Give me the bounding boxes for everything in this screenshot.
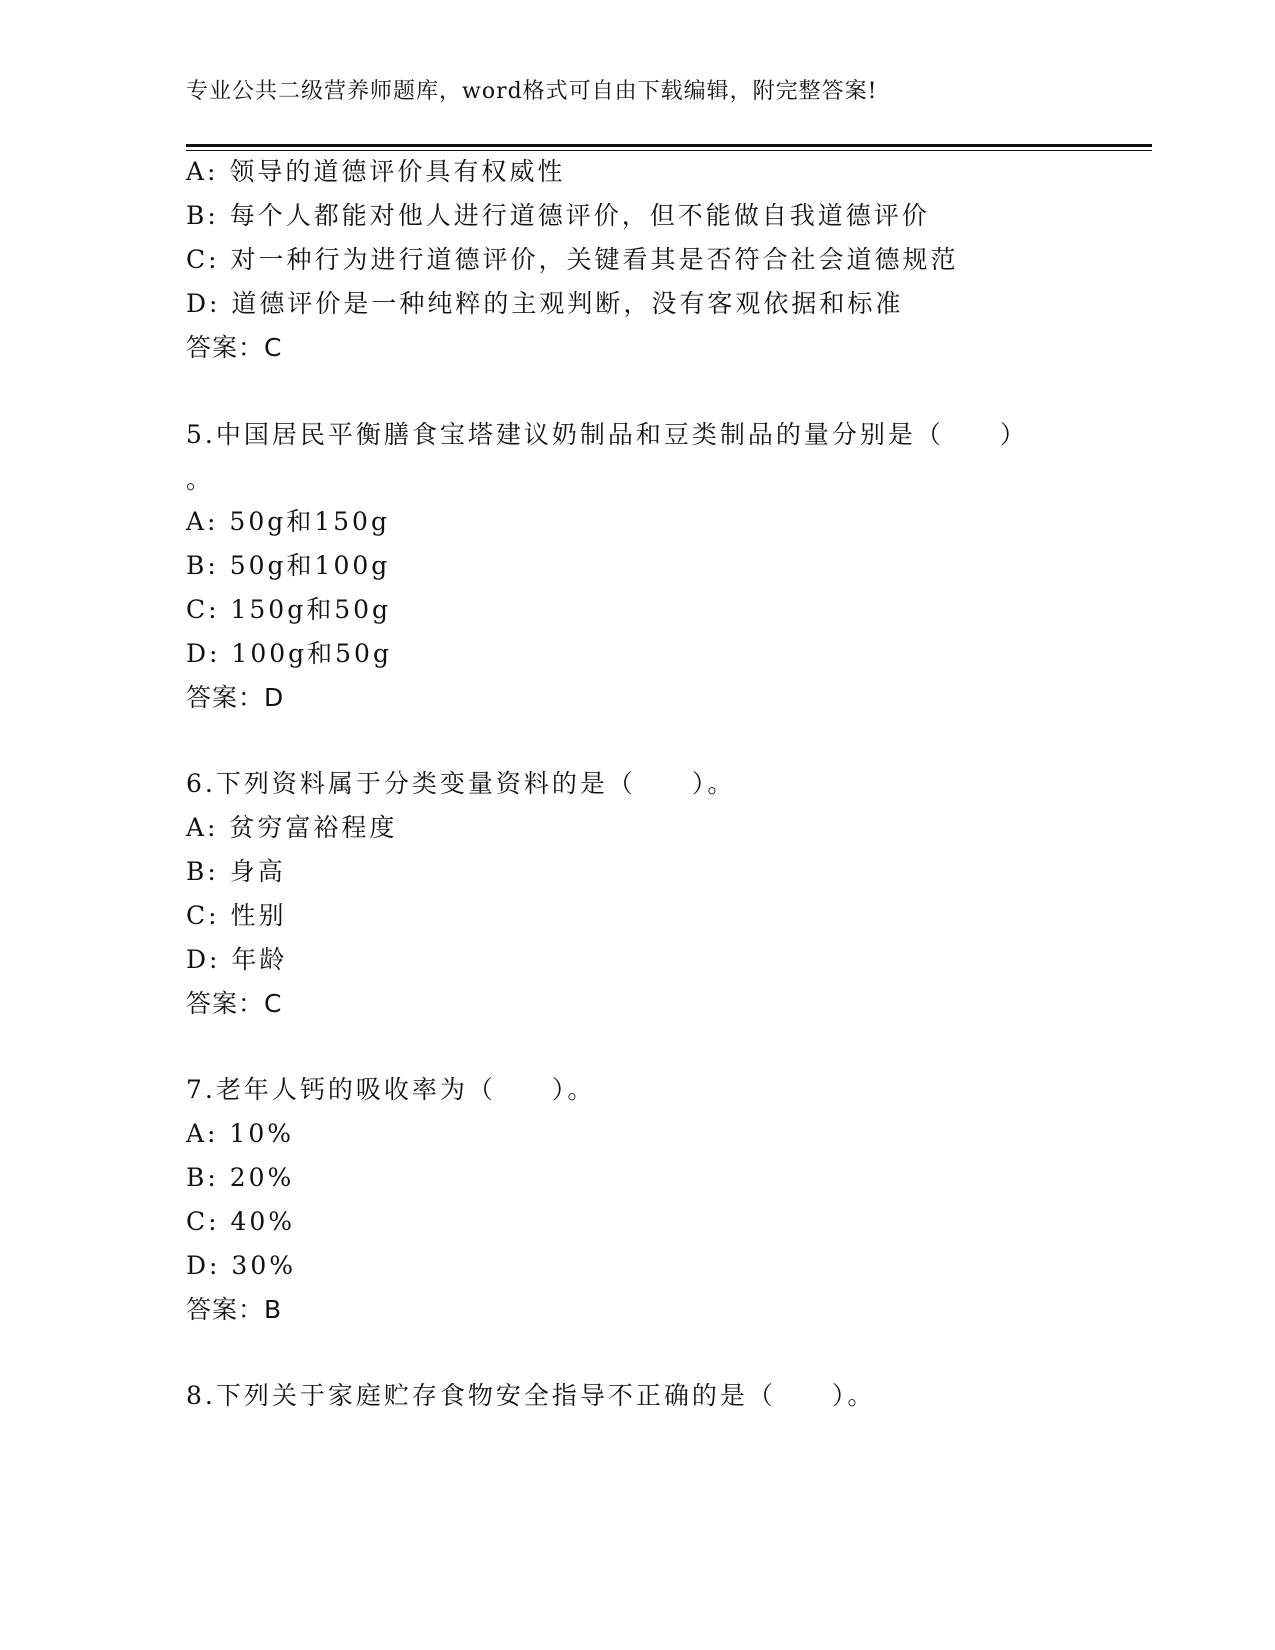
q6-option-d: D: 年龄 (186, 945, 288, 974)
q6-answer: 答案：C (186, 989, 283, 1018)
q7-stem: 7.老年人钙的吸收率为（ ）。 (186, 1075, 596, 1104)
q6-option-a: A: 贫穷富裕程度 (186, 813, 398, 842)
q7-option-b: B: 20% (186, 1163, 295, 1192)
q4-option-c: C: 对一种行为进行道德评价，关键看其是否符合社会道德规范 (186, 245, 959, 274)
q4-option-d: D: 道德评价是一种纯粹的主观判断，没有客观依据和标准 (186, 289, 904, 318)
q5-stem: 5.中国居民平衡膳食宝塔建议奶制品和豆类制品的量分别是（ ） (186, 420, 1028, 449)
q4-option-a: A: 领导的道德评价具有权威性 (186, 157, 566, 186)
q6-option-b: B: 身高 (186, 857, 286, 886)
header-rule-thick (186, 144, 1152, 147)
q7-option-a: A: 10% (186, 1119, 294, 1148)
q5-option-d: D: 100g和50g (186, 639, 392, 668)
q5-option-c: C: 150g和50g (186, 595, 392, 624)
q8-stem: 8.下列关于家庭贮存食物安全指导不正确的是（ ）。 (186, 1381, 876, 1410)
q4-answer: 答案：C (186, 333, 283, 362)
q5-option-b: B: 50g和100g (186, 551, 391, 580)
q7-answer: 答案：B (186, 1295, 283, 1324)
q5-stem-cont: 。 (186, 465, 215, 494)
q7-option-d: D: 30% (186, 1251, 296, 1280)
q7-option-c: C: 40% (186, 1207, 296, 1236)
header-rule-thin (186, 150, 1152, 151)
page-header: 专业公共二级营养师题库，word格式可自由下载编辑，附完整答案! (186, 79, 878, 104)
q6-option-c: C: 性别 (186, 901, 287, 930)
q5-answer: 答案：D (186, 683, 285, 712)
q5-option-a: A: 50g和150g (186, 507, 390, 536)
q6-stem: 6.下列资料属于分类变量资料的是（ ）。 (186, 769, 736, 798)
q4-option-b: B: 每个人都能对他人进行道德评价，但不能做自我道德评价 (186, 201, 930, 230)
